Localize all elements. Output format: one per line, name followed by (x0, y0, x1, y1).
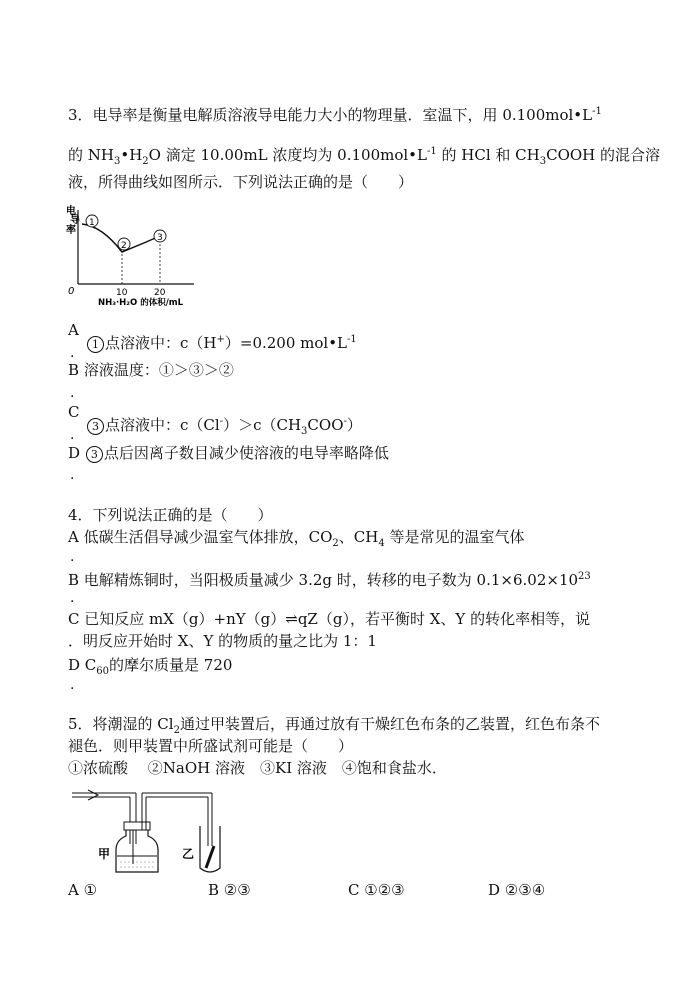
q5-option-b: B ②③ (208, 881, 251, 899)
label-yi: 乙 (182, 847, 195, 861)
apparatus-diagram (66, 784, 236, 876)
circled-number-3: 3 (86, 446, 103, 463)
q3-option-a-letter: A (68, 321, 79, 339)
q5-option-d: D ②③④ (488, 881, 546, 899)
graph-xtick-20: 20 (154, 288, 166, 298)
q3-option-c: 3 点溶液中：$c(Cl^-)>c(CH_3COO^-)$ (86, 412, 362, 442)
label-jia: 甲 (98, 847, 111, 861)
graph-point-3-label: 3 (157, 233, 163, 243)
q4-option-a: A 低碳生活倡导减少温室气体排放，$CO_2$、$CH_4$ 等是常见的温室气体 (68, 528, 525, 549)
q5-option-c: C ①②③ (348, 881, 405, 899)
circled-number-3: 3 (87, 418, 104, 435)
q4-option-b: B 电解精炼铜时，当阳极质量减少 3.2g 时，转移的电子数为 $0.1\times 6.02\times 10^{23}$ (68, 571, 591, 589)
graph-origin: 0 (68, 286, 75, 297)
q3-stem-line-1: 3．电导率是衡量电解质溶液导电能力大小的物理量．室温下，用 $0.100mol•L^{-1}$ (68, 106, 602, 124)
graph-ylabel-1: 电 (66, 206, 76, 217)
q4-option-c-line-2: ．明反应开始时 X、Y 的物质的量之比为 1：1 (68, 632, 377, 650)
q5-stem-line-1: 5．将潮湿的 $Cl_2$通过甲装置后，再通过放有干燥红色布条的乙装置，红色布条不 (68, 715, 600, 736)
q3-option-c-letter: C (68, 403, 80, 421)
dot: . (70, 677, 75, 693)
dot: . (70, 590, 75, 606)
graph-point-1-label: 1 (89, 218, 95, 228)
circled-number-1: 1 (87, 336, 104, 353)
dot: . (70, 549, 75, 565)
q3-stem-line-3: 液，所得曲线如图所示．下列说法正确的是（ ） (68, 173, 414, 191)
test-tube-yi (200, 826, 220, 872)
q4-option-d: D $C_{60}$的摩尔质量是 720 (68, 656, 233, 677)
q5-stem-line-2: 褪色．则甲装置中所盛试剂可能是（ ） (68, 737, 354, 755)
dot: . (70, 427, 75, 443)
q5-option-a: A ① (68, 881, 98, 899)
graph-ylabel-2: 导 (70, 215, 80, 226)
graph-xtick-10: 10 (116, 288, 128, 298)
q3-option-d: D 3 点后因离子数目减少使溶液的电导率略降低 (68, 444, 389, 462)
bottle-jia (116, 830, 158, 872)
inlet-arrow (88, 790, 98, 800)
q3-option-b: B 溶液温度：①＞③＞② (68, 361, 234, 379)
graph-xlabel: NH₃·H₂O 的体积/mL (98, 298, 184, 308)
dot: . (70, 345, 75, 361)
dot: . (70, 467, 75, 483)
q3-option-a: 1 点溶液中：c（H+）=0.200 $mol•L^{-1}$ (86, 330, 357, 353)
cloth-strip (206, 846, 214, 868)
q4-stem: 4．下列说法正确的是（ ） (68, 506, 273, 524)
graph-ylabel-3: 率 (66, 225, 76, 236)
graph-point-2-label: 2 (121, 241, 127, 251)
q4-option-c-line-1: C 已知反应 mX（g）+nY（g）⇌qZ（g），若平衡时 X、Y 的转化率相等，说 (68, 610, 591, 628)
q3-stem-line-2: 的 $NH_3•H_2O$ 滴定 10.00mL 浓度均为 $0.100mol•L^{-1}$ 的 HCl 和 $CH_3COOH$ 的混合溶 (68, 146, 661, 167)
dot: . (70, 385, 75, 401)
q5-reagents: ①浓硫酸 ②NaOH 溶液 ③KI 溶液 ④饱和食盐水． (68, 759, 447, 777)
conductivity-graph (64, 202, 204, 308)
